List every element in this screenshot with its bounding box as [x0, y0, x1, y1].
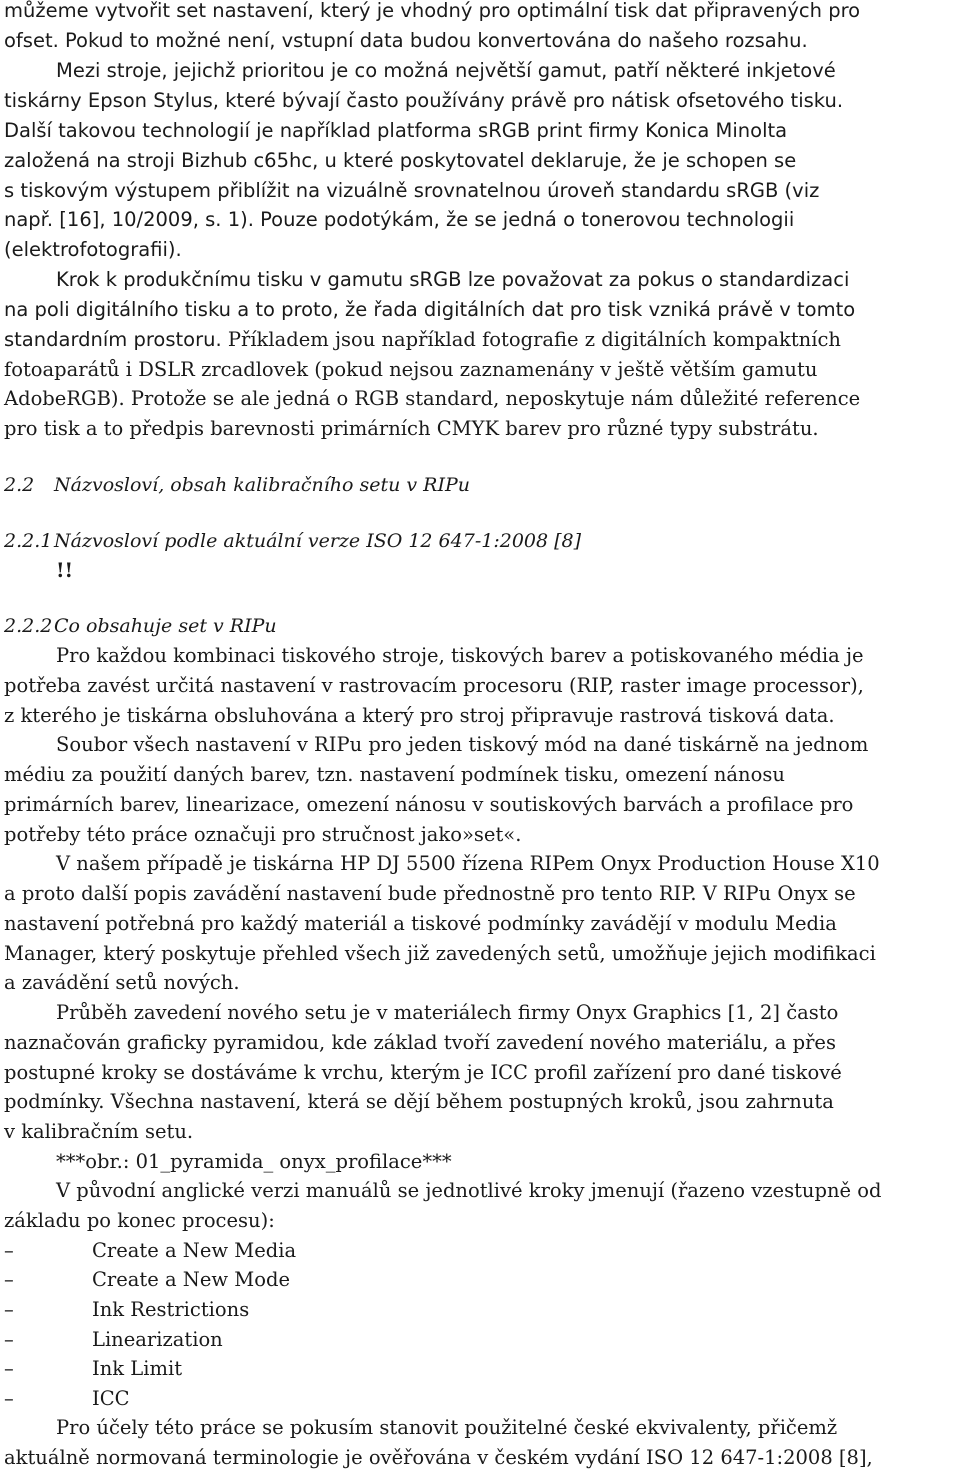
text-run: AdobeRGB). [4, 387, 131, 410]
list-item-label: Ink Restrictions [92, 1298, 250, 1321]
list-item-label: Linearization [92, 1328, 223, 1351]
paragraph-line: Další takovou technologií je například platforma sRGB print firmy Konica Minolta [4, 119, 788, 142]
text-run: Příkladem jsou například fotografie z digitálních kompaktních [227, 328, 841, 351]
list-item-label: Create a New Media [92, 1239, 297, 1262]
paragraph-line: Pro účely této práce se pokusím stanovit použitelné české ekvivalenty, přičemž [56, 1416, 838, 1439]
dash-bullet: – [4, 1239, 14, 1262]
list-item [4, 1236, 404, 1266]
paragraph-line: tiskárny Epson Stylus, které bývají často používány právě pro nátisk ofsetového tisku. [4, 89, 844, 112]
paragraph-line: můžeme vytvořit set nastavení, který je vhodný pro optimální tisk dat připravených pro [4, 0, 861, 22]
heading-number: 2.2.2 [4, 615, 53, 637]
subsection-heading [4, 526, 581, 556]
list-item [4, 1325, 404, 1355]
subsection-heading [4, 611, 277, 641]
paragraph-line: postupné kroky se dostáváme k vrchu, kterým je ICC profil zařízení pro dané tiskové [4, 1061, 842, 1084]
dash-bullet: – [4, 1298, 14, 1321]
paragraph-line: v kalibračním setu. [4, 1120, 194, 1143]
heading-title: Co obsahuje set v RIPu [54, 615, 277, 637]
paragraph-line: potřeby této práce označuji pro stručnost jako»set«. [4, 823, 522, 846]
paragraph-line: fotoaparátů i DSLR zrcadlovek (pokud nejsou zaznamenány v ještě větším gamutu [4, 358, 818, 381]
paragraph-line: Soubor všech nastavení v RIPu pro jeden tiskový mód na dané tiskárně na jednom [56, 733, 869, 756]
paragraph-line: z kterého je tiskárna obsluhována a který pro stroj připravuje rastrová tisková data. [4, 704, 835, 727]
paragraph-line: V našem případě je tiskárna HP DJ 5500 řízena RIPem Onyx Production House X10 [56, 852, 880, 875]
paragraph-line: ofset. Pokud to možné není, vstupní data budou konvertována do našeho rozsahu. [4, 29, 808, 52]
list-item [4, 1265, 404, 1295]
paragraph-line: (elektrofotografii). [4, 238, 182, 261]
list-item [4, 1295, 404, 1325]
list-item-label: ICC [92, 1387, 130, 1410]
list-item [4, 1354, 404, 1384]
list-item-label: Ink Limit [92, 1357, 183, 1380]
paragraph-line: např. [16], 10/2009, s. 1). Pouze podotýkám, že se jedná o tonerovou technologii [4, 208, 795, 231]
list-item [4, 1384, 404, 1414]
heading-title: Názvosloví, obsah kalibračního setu v RIPu [54, 474, 470, 496]
heading-title: Názvosloví podle aktuální verze ISO 12 647-1:2008 [8] [54, 530, 582, 552]
paragraph-line: podmínky. Všechna nastavení, která se dějí během postupných kroků, jsou zahrnuta [4, 1090, 834, 1113]
paragraph-line [4, 325, 841, 355]
text-run: Protože se ale jedná o RGB standard, neposkytuje nám důležité reference [130, 387, 861, 410]
list-item-label: Create a New Mode [92, 1268, 291, 1291]
paragraph-line: pro tisk a to předpis barevnosti primárních CMYK barev pro různé typy substrátu. [4, 417, 819, 440]
marker-text: !! [56, 559, 74, 582]
paragraph-line: s tiskovým výstupem přiblížit na vizuálně srovnatelnou úroveň standardu sRGB (viz [4, 179, 820, 202]
paragraph-line: médiu za použití daných barev, tzn. nastavení podmínek tisku, omezení nánosu [4, 763, 785, 786]
paragraph-line: na poli digitálního tisku a to proto, že řada digitálních dat pro tisk vzniká právě v tomto [4, 298, 856, 321]
text-run: standardním prostoru. [4, 328, 228, 351]
paragraph-line: nastavení potřebná pro každý materiál a tiskové podmínky zavádějí v modulu Media [4, 912, 837, 935]
dash-bullet: – [4, 1268, 14, 1291]
heading-number: 2.2 [4, 474, 35, 496]
heading-number: 2.2.1 [4, 530, 53, 552]
dash-bullet: – [4, 1357, 14, 1380]
paragraph-line: primárních barev, linearizace, omezení nánosu v soutiskových barvách a profilace pro [4, 793, 854, 816]
section-heading [4, 470, 470, 500]
paragraph-line: Průběh zavedení nového setu je v materiálech firmy Onyx Graphics [1, 2] často [56, 1001, 839, 1024]
paragraph-line: naznačován graficky pyramidou, kde základ tvoří zavedení nového materiálu, a přes [4, 1031, 836, 1054]
paragraph-line: základu po konec procesu): [4, 1209, 275, 1232]
paragraph-line: založená na stroji Bizhub c65hc, u které poskytovatel deklaruje, že je schopen se [4, 149, 797, 172]
paragraph-line: V původní anglické verzi manuálů se jednotlivé kroky jmenují (řazeno vzestupně od [56, 1179, 882, 1202]
paragraph-line: Krok k produkčnímu tisku v gamutu sRGB lze považovat za pokus o standardizaci [56, 268, 850, 291]
paragraph-line: potřeba zavést určitá nastavení v rastrovacím procesoru (RIP, raster image processor), [4, 674, 864, 697]
paragraph-line: a proto další popis zavádění nastavení bude přednostně pro tento RIP. V RIPu Onyx se [4, 882, 856, 905]
dash-bullet: – [4, 1328, 14, 1351]
paragraph-line [4, 384, 860, 414]
paragraph-line: Pro každou kombinaci tiskového stroje, tiskových barev a potiskovaného média je [56, 644, 864, 667]
dash-bullet: – [4, 1387, 14, 1410]
figure-placeholder: ***obr.: 01_pyramida_ onyx_profilace*** [56, 1150, 452, 1173]
paragraph-line: Manager, který poskytuje přehled všech již zavedených setů, umožňuje jejich modifikaci [4, 942, 876, 965]
paragraph-line: aktuálně normovaná terminologie je ověřována v českém vydání ISO 12 647-1:2008 [8], [4, 1446, 873, 1469]
paragraph-line: a zavádění setů nových. [4, 971, 240, 994]
paragraph-line: Mezi stroje, jejichž prioritou je co možná největší gamut, patří některé inkjetové [56, 59, 836, 82]
